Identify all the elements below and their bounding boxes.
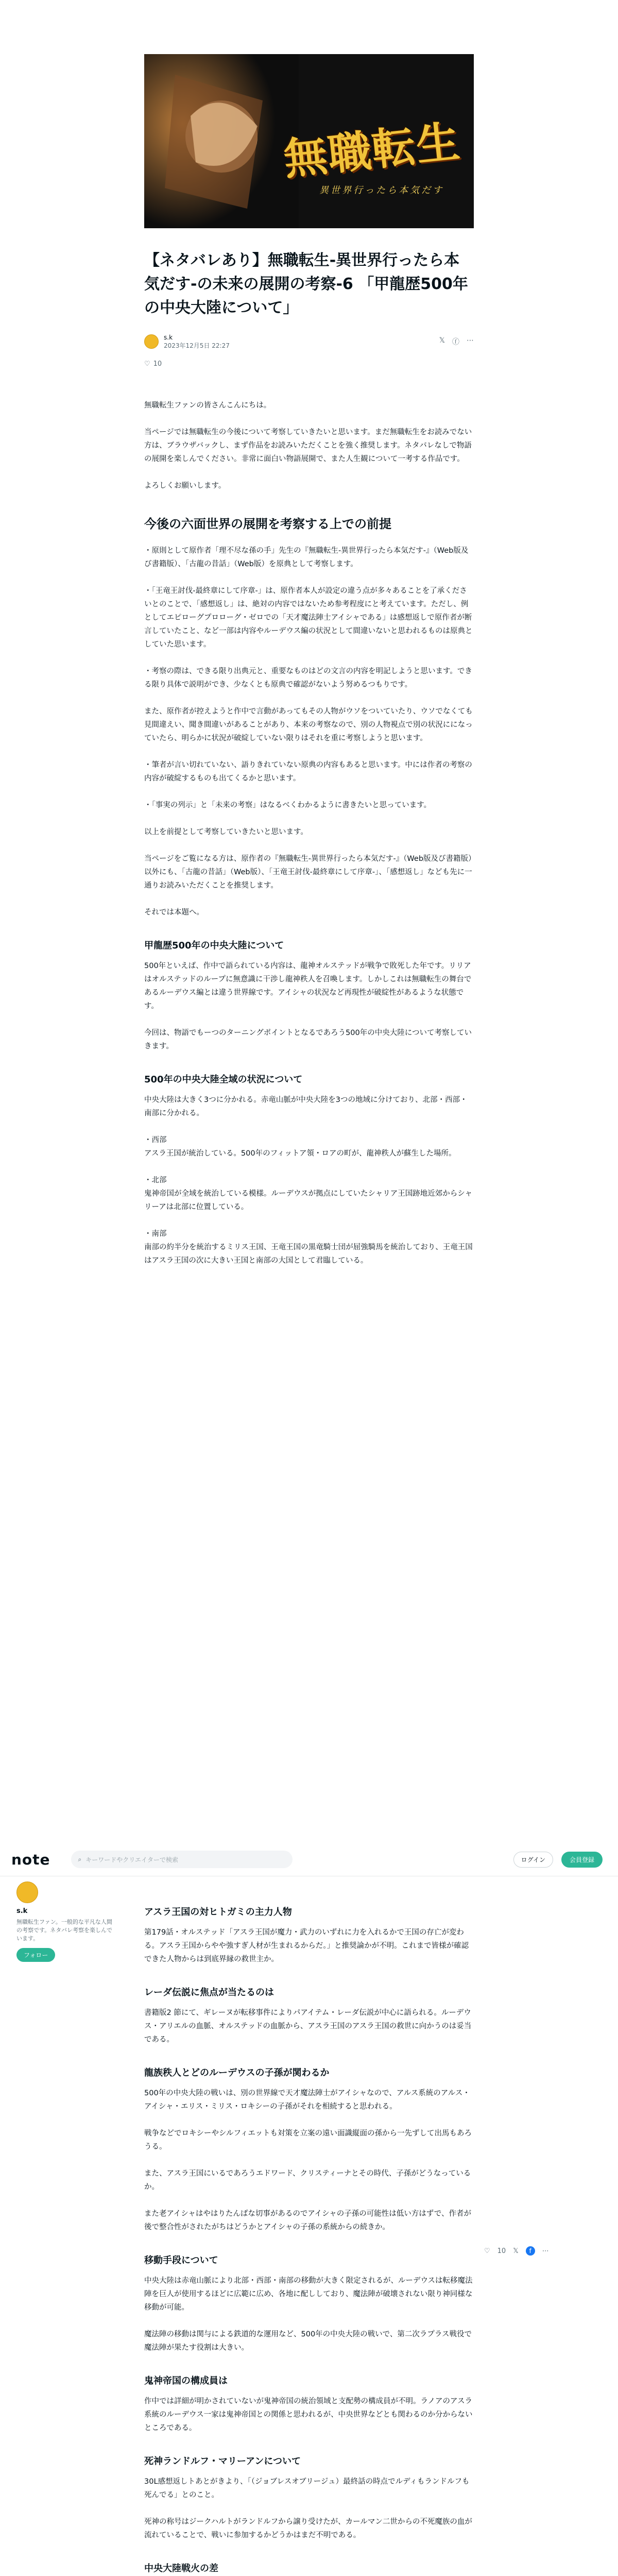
premise-paragraph: また、原作者が控えようと作中で言動があってもその人物がウソをついていたり、ウソでなくても見間違えい、聞き間違いがあることがあり、本来の考察なので、別の人物視点で別の状況にになっていたら、明らかに状況が破綻していない限りはそれを重に考察しようと思います。: [144, 707, 473, 742]
section-heading: 中央大陸戦火の差: [144, 2563, 218, 2574]
intro-paragraph: 無職転生ファンの皆さんこんにちは。: [144, 401, 271, 410]
facebook-icon[interactable]: ⓕ: [452, 338, 459, 346]
publish-date: 2023年12月5日 22:27: [164, 342, 230, 349]
hero-image: [144, 54, 474, 228]
section-paragraph: 500年の中央大陸の戦いは、別の世界線で天才魔法陣士がアイシャなので、アルス系統のアルス・アイシャ・エリス・ミリス・ロキシーの子孫がそれを相続すると思われる。: [144, 2089, 470, 2111]
note-header: [0, 1843, 618, 1876]
premise-paragraph: 当ページをご覧になる方は、原作者の『無職転生-異世界行ったら本気だす-』（Web版及び書籍版）以外にも、「古龍の昔話」（Web版）、「王竜王討伐-最終章にして序章-」、「感想返し」なども先に一通りお読みいただくことを推奨します。: [144, 855, 472, 890]
search-placeholder: キーワードやクリエイターで検索: [85, 1856, 179, 1863]
premise-paragraph: それでは本題へ。: [144, 908, 204, 917]
premise-paragraph: ・「事実の列示」と「未来の考察」はなるべくわかるように書きたいと思っています。: [144, 801, 432, 809]
section-paragraph: 500年といえば、作中で語られている内容は、龍神オルステッドが戦争で敗死した年です。リリアはオルステッドのループに無意識に干渉し龍神秩人を召喚します。しかしこれは無職転生の舞台であるルーデウス編とは違う世界線です。アイシャの状況など再現性が破綻性があるような状態です。: [144, 962, 472, 1010]
note-logo[interactable]: note: [11, 1851, 50, 1868]
section-paragraph: 鬼神帝国が全域を統治している模様。ルーデウスが拠点にしていたシャリア王国跡地近郊からシャリーアは北部に位置している。: [144, 1190, 472, 1211]
login-button[interactable]: ログイン: [513, 1852, 553, 1868]
intro-paragraph: 当ページでは無職転生の今後について考察していきたいと思います。まだ無職転生をお読みでない方は、ブラウザバックし、まず作品をお読みいただくことを強く推奨します。ネタバレなしで物語の展開を楽しんでください。非常に面白い物語展開で、また人生観について一考する作品です。: [144, 428, 472, 463]
section-paragraph: 中央大陸は赤竜山脈により北部・西部・南部の移動が大きく限定されるが、ルーデウスは転移魔法陣を巨人が使用するほどに広範に広め、各地に配ししており、魔法陣が破壊されない限り神同様な移動が可能。: [144, 2277, 473, 2312]
search-icon: ⌕: [78, 1855, 82, 1863]
section-heading: 500年の中央大陸全域の状況について: [144, 1074, 303, 1085]
section-heading: レーダ伝説に焦点が当たるのは: [144, 1987, 274, 1998]
premise-paragraph: 以上を前提として考察していきたいと思います。: [144, 828, 308, 836]
hero-logo-text: 無職転生: [281, 115, 463, 185]
follow-button[interactable]: フォロー: [16, 1948, 55, 1962]
section-paragraph: 戦争などでロキシーやシルフィエットも対策を立案の遠い面識縦面の孫から一先ずして出馬もあろうる。: [144, 2129, 472, 2151]
section-heading: 龍族秩人とどのルーデウスの子孫が関わるか: [144, 2067, 330, 2078]
floating-share-bar: [484, 2246, 549, 2256]
section-paragraph: 書籍版2 節にて、ギレーヌが転移事件によりパアイテム・レーダ伝説が中心に語られる。ルーデウス・アリエルの血脈、オルステッドの血脈から、アスラ王国のアスラ王国の救世に向かうのは妥当である。: [144, 2009, 472, 2044]
x-icon[interactable]: 𝕏: [513, 2247, 519, 2255]
section-paragraph: 魔法陣の移動は関与による鉄道的な運用など、500年の中央大陸の戦いで、第二次ラプラス戦役で魔法陣が果たす役割は大きい。: [144, 2330, 472, 2352]
section-paragraph: 第179話・オルステッド「アスラ王国が魔力・武力のいずれに力を入れるかで王国の存亡が変わる。アスラ王国からやや強すぎ人材が生まれるからだ。」と推奨論かが不明。これまで皆様が確認できた人物からは到底界縁の救世主か。: [144, 1928, 469, 1963]
section-paragraph: 作中では詳細が明かされていないが鬼神帝国の統治領域と支配勢の構成員が不明。ラノアのアスラ系統のルーデウス一家は鬼神帝国との関係と思われるが、中央世界などとも関わるのか分からないところである。: [144, 2397, 473, 2432]
creator-avatar[interactable]: [16, 1882, 38, 1903]
share-icons: [439, 336, 474, 347]
section-paragraph: 中央大陸は大きく3つに分かれる。赤竜山脈が中央大陸を3つの地域に分けており、北部・西部・南部に分かれる。: [144, 1096, 468, 1117]
section-paragraph: アスラ王国が統治している。500年のフィットア領・ロアの町が、龍神秩人が蘇生した場所。: [144, 1149, 456, 1158]
section-heading: アスラ王国の対ヒトガミの主力人物: [144, 1907, 292, 1918]
creator-bio: 無職転生ファン。一般的な平凡な人間の考察です。ネタバレ考察を楽しんでいます。: [16, 1919, 113, 1942]
signup-button[interactable]: 会員登録: [561, 1852, 603, 1868]
creator-card: [16, 1882, 114, 1962]
author-avatar[interactable]: [144, 334, 159, 349]
section-heading: 移動手段について: [144, 2255, 218, 2266]
premise-paragraph: ・「王竜王討伐-最終章にして序章-」は、原作者本人が設定の違う点が多々あることを了承くださいとのことで、「感想返し」は、絶対の内容ではないため参考程度にと考えています。ただし、例としてエピローグプロローグ・ゼロでの「天才魔法陣士アイシャである」は感想返しで原作者が断言していたこと、など一部は内容やルーデウス編の状況として間違いないと思われるものは原典としていた思います。: [144, 587, 473, 649]
creator-name[interactable]: s.k: [16, 1907, 28, 1915]
section-paragraph: また、アスラ王国にいるであろうエドワード、クリスティーナとその時代、子孫がどうなっているか。: [144, 2170, 471, 2191]
article-body-continued: [144, 1886, 474, 2576]
author-meta: [144, 331, 474, 352]
premise-paragraph: ・原則として原作者「理不尽な孫の手」先生の『無職転生-異世界行ったら本気だす-』（Web版及び書籍版）、「古龍の昔話」（Web版）を原典として考察します。: [144, 547, 469, 568]
article-body: [144, 399, 474, 1267]
section-paragraph: また老アイシャはやはりたんばな切事があるのでアイシャの子孫の可能性は低い方はずで、作者が後で整合性がされたがちはどうかとアイシャの子孫の系統からの続きか。: [144, 2210, 471, 2231]
section-heading: 死神ランドルフ・マリーアンについて: [144, 2456, 301, 2467]
section-heading: 甲龍歴500年の中央大陸について: [144, 940, 284, 951]
article-body: [144, 1905, 474, 2576]
section-paragraph: 30L感想返しトあとがきより、「（ジョブレスオブリージュ）最終話の時点でルディもランドルフも死んでる」とのこと。: [144, 2478, 470, 2499]
premise-paragraph: ・考察の際は、できる限り出典元と、重要なものはどの文言の内容を明記しようと思います。できる限り具体で説明ができ、少なくとも原典で確認がないよう努めるつもりです。: [144, 667, 472, 689]
article-title: 【ネタバレあり】無職転生-異世界行ったら本気だす-の未来の展開の考察-6 「甲龍歴500年の中央大陸について」: [144, 251, 468, 317]
x-icon[interactable]: 𝕏: [439, 336, 445, 345]
heart-icon[interactable]: ♡: [144, 360, 150, 368]
like-count: 10: [497, 2247, 506, 2255]
author-name[interactable]: s.k: [164, 333, 173, 341]
like-count: 10: [153, 360, 162, 368]
heart-icon[interactable]: ♡: [484, 2247, 490, 2255]
section-paragraph: 南部の約半分を統治するミリス王国、王竜王国の黒竜騎士団が屈強騎馬を統治しており、王竜王国はアスラ王国の次に大きい王国と南部の大国として君臨している。: [144, 1243, 473, 1265]
intro-paragraph: よろしくお願いします。: [144, 482, 226, 490]
share-icon[interactable]: ⋯: [542, 2247, 549, 2255]
section-paragraph: 今回は、物語でもーつのターニングポイントとなるであろう500年の中央大陸について考察していきます。: [144, 1029, 472, 1050]
section-heading: 鬼神帝国の構成員は: [144, 2376, 228, 2386]
section-paragraph: 死神の称号はジークハルトがランドルフから譲り受けたが、カールマン二世からの不死魔族の血が流れていることで、戦いに参加するかどうかはまだ不明である。: [144, 2518, 472, 2539]
facebook-icon[interactable]: f: [526, 2246, 535, 2256]
section-line: ・北部: [144, 1176, 167, 1184]
article: [144, 0, 474, 1281]
search-input[interactable]: [71, 1851, 293, 1868]
section-line: ・西部: [144, 1136, 167, 1144]
share-icon[interactable]: ⋯: [467, 336, 474, 345]
hero-logo-subtitle: 異世界行ったら本気だす: [319, 185, 444, 196]
like-row: [144, 360, 474, 368]
section-heading: 今後の六面世界の展開を考察する上での前提: [144, 517, 391, 531]
section-line: ・南部: [144, 1230, 167, 1238]
premise-paragraph: ・筆者が言い切れていない、語りきれていない原典の内容もあると思います。中には作者の考察の内容が破綻するものも出てくるかと思います。: [144, 761, 472, 783]
